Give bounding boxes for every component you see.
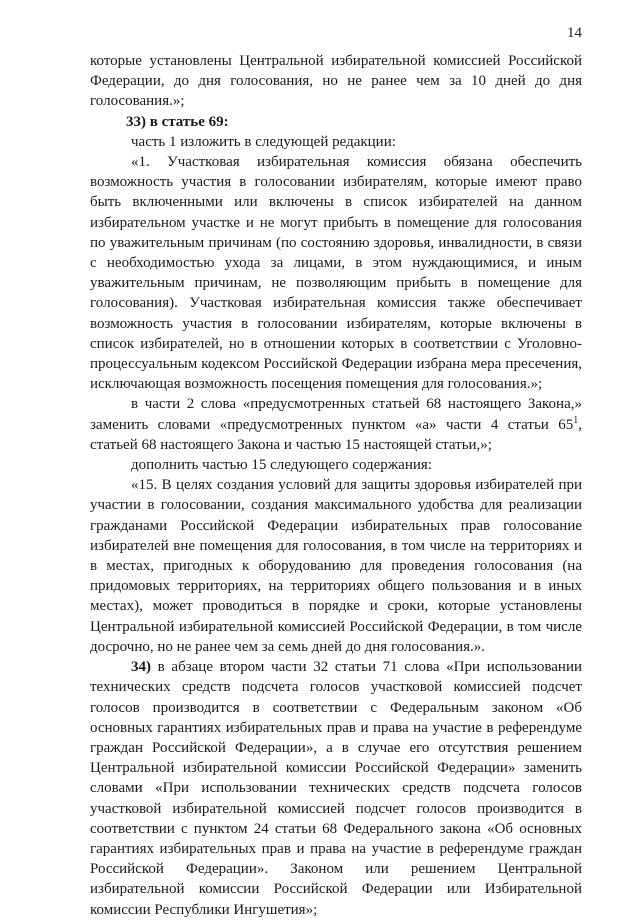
superscript-1: 1 [573, 414, 579, 426]
part2-text-b: , статьей 68 настоящего Закона и частью 15 настоящей статьи,»; [90, 416, 582, 453]
document-body [90, 51, 582, 920]
item-34-text: в абзаце втором части 32 статьи 71 слова «При использовании технических средств подсчета голосов участковой комиссией подсчет голосов производится в соответствии с Федеральным законом «Об основных гарантиях избирательных прав и права на участие в референдуме граждан Российской Федерации», а в случае его отсутствия решением Центральной избирательной комиссии Российской Федерации» заменить словами «При использовании технических средств подсчета голосов участковой избирательной комиссией подсчет голосов производится в соответствии с пунктом 24 статьи 68 Федерального закона «Об основных гарантиях избирательных прав и права на участие в референдуме граждан Российской Федерации». Законом или решением Центральной избирательной комиссии Российской Федерации или Избирательной комиссии Республики Ингушетия»; [90, 659, 582, 918]
item-heading-33: 33) в статье 69: [126, 113, 229, 130]
paragraph-item-34 [90, 657, 582, 920]
paragraph-part15-text: «15. В целях создания условий для защиты здоровья избирателей при участии в голосовании, создания максимального удобства для реализации гражданами Российской Федерации избирательных прав голосование избирателей вне помещения для голосования, в том числе на территориях и в местах, пригодных к оборудованию для проведения голосования (на придомовых территориях, на территориях общего пользования и в иных местах), может проводиться в порядке и сроки, которые установлены Центральной избирательной комиссией Российской Федерации, в том числе досрочно, но не ранее чем за семь дней до дня голосования.». [90, 477, 582, 655]
paragraph-continuation: которые установлены Центральной избирательной комиссией Российской Федерации, до дня голосования, но не ранее чем за 10 дней до дня голосования.»; [90, 53, 582, 110]
paragraph-part1-text: «1. Участковая избирательная комиссия обязана обеспечить возможность участия в голосовании избирателям, которые имеют право быть включенными или включены в список избирателей на данном избирательном участке и не могут прибыть в помещение для голосования по уважительным причинам (по состоянию здоровья, инвалидности, в связи с необходимостью ухода за лицами, в этом нуждающимися, и иным уважительным причинам, не позволяющим прибыть в помещение для голосования). Участковая избирательная комиссия также обеспечивает возможность участия в голосовании избирателям, которые включены в список избирателей, но в отношении которых в соответствии с Уголовно-процессуальным кодексом Российской Федерации избрана мера пресечения, исключающая возможность посещения помещения для голосования.»; [90, 154, 582, 393]
part2-text-a: в части 2 слова «предусмотренных статьей 68 настоящего Закона,» заменить словами «предусмотренных пунктом «а» части 4 статьи 65 [90, 396, 582, 433]
paragraph-part15-intro: дополнить частью 15 следующего содержания: [131, 457, 432, 474]
page-number: 14 [567, 25, 582, 41]
item-number-34: 34) [131, 659, 151, 676]
paragraph-part2-amendment [90, 394, 582, 455]
paragraph-part1-intro: часть 1 изложить в следующей редакции: [131, 133, 396, 150]
